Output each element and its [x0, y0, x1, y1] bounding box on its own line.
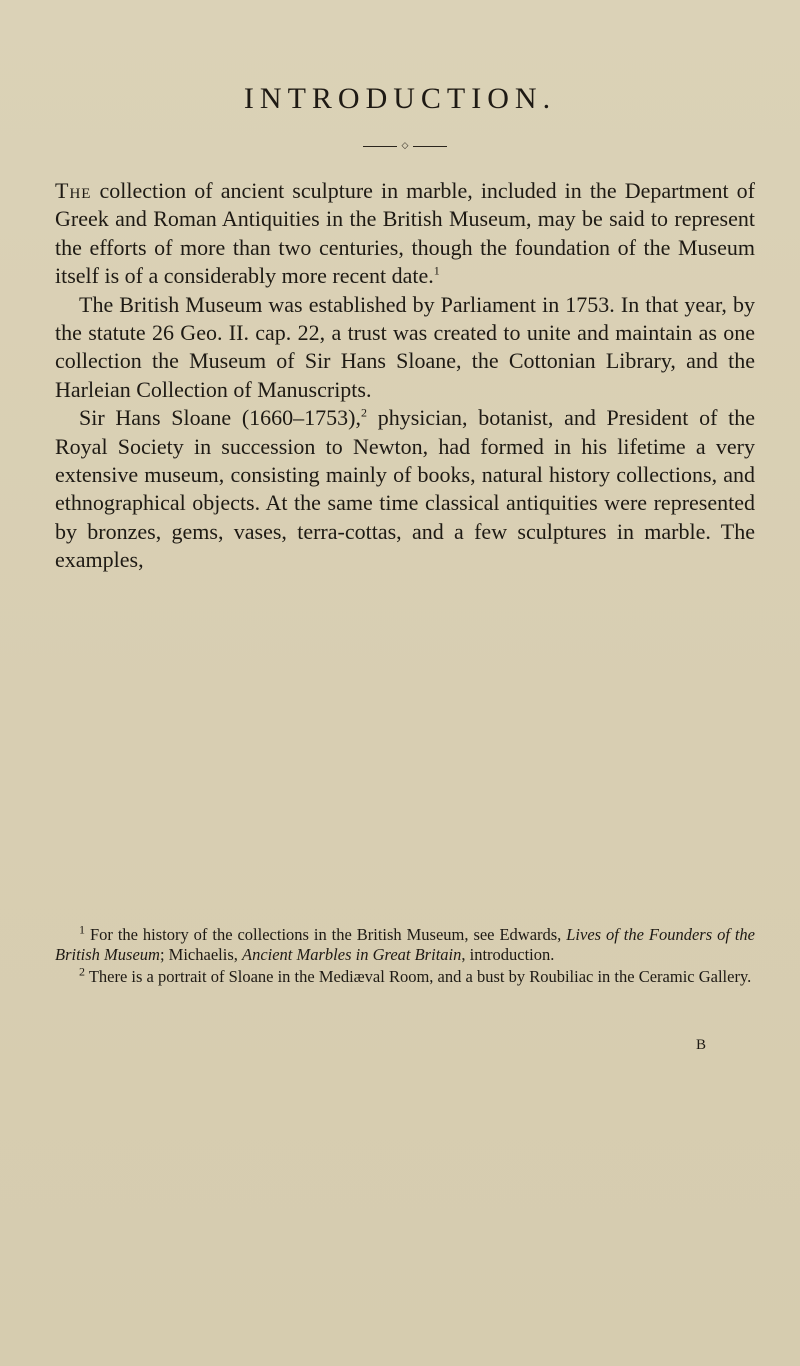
footnote-1-mid: ; Michaelis,: [159, 944, 242, 964]
footnote-2-marker: 2: [79, 964, 85, 979]
title-ornament: [363, 142, 447, 152]
signature-mark: B: [696, 1037, 707, 1053]
paragraph-1-text: collection of ancient sculpture in marble, included in the Department of Greek and Roman Antiquities in the British Museum, may be said to represent the efforts of more than two centuries, though the foundation of the Museum itself is of a considerably more recent date.: [55, 178, 755, 289]
footnote-1-title-2: Ancient Marbles in Great Britain: [242, 944, 462, 964]
footnote-1-title-1: Lives of the Founders of the British Museum: [55, 925, 756, 964]
paragraph-3: [55, 404, 755, 574]
footnote-2-text: There is a portrait of Sloane in the Mediæval Room, and a bust by Roubiliac in the Ceramic Gallery.: [88, 967, 752, 986]
footnote-1-post: , introduction.: [461, 944, 555, 964]
paragraph-3-before: Sir Hans Sloane (1660–1753),: [79, 405, 362, 431]
footnote-ref-1: 1: [433, 263, 440, 278]
paragraph-1-lead: The: [55, 178, 92, 203]
ornament-diamond-icon: ◇: [401, 141, 409, 151]
footnote-2: [55, 964, 755, 987]
footnote-1-marker: 1: [79, 922, 85, 937]
ornament-rule-right: [413, 146, 447, 147]
footnote-1: [55, 922, 756, 964]
footnote-ref-2: 2: [361, 405, 368, 420]
body-text: [55, 177, 755, 575]
footnotes: [55, 922, 756, 990]
ornament-rule-left: [363, 146, 397, 147]
paragraph-1: [55, 177, 755, 291]
paragraph-2: The British Museum was established by Parliament in 1753. In that year, by the statute 26 Geo. II. cap. 22, a trust was created to unite and maintain as one collection the Museum of Sir Hans Sloane, the Cottonian Library, and the Harleian Collection of Manuscripts.: [55, 291, 755, 402]
page-title: INTRODUCTION.: [243, 82, 557, 115]
footnote-1-pre: For the history of the collections in the British Museum, see Edwards,: [89, 925, 567, 944]
paragraph-3-after: physician, botanist, and President of the Royal Society in succession to Newton, had formed in his lifetime a very extensive museum, consisting mainly of books, natural history collections, and ethnographical objects. At the same time classical antiquities were represented by bronzes, gems, vases, terra-cottas, and a few sculptures in marble. The examples,: [55, 405, 756, 573]
